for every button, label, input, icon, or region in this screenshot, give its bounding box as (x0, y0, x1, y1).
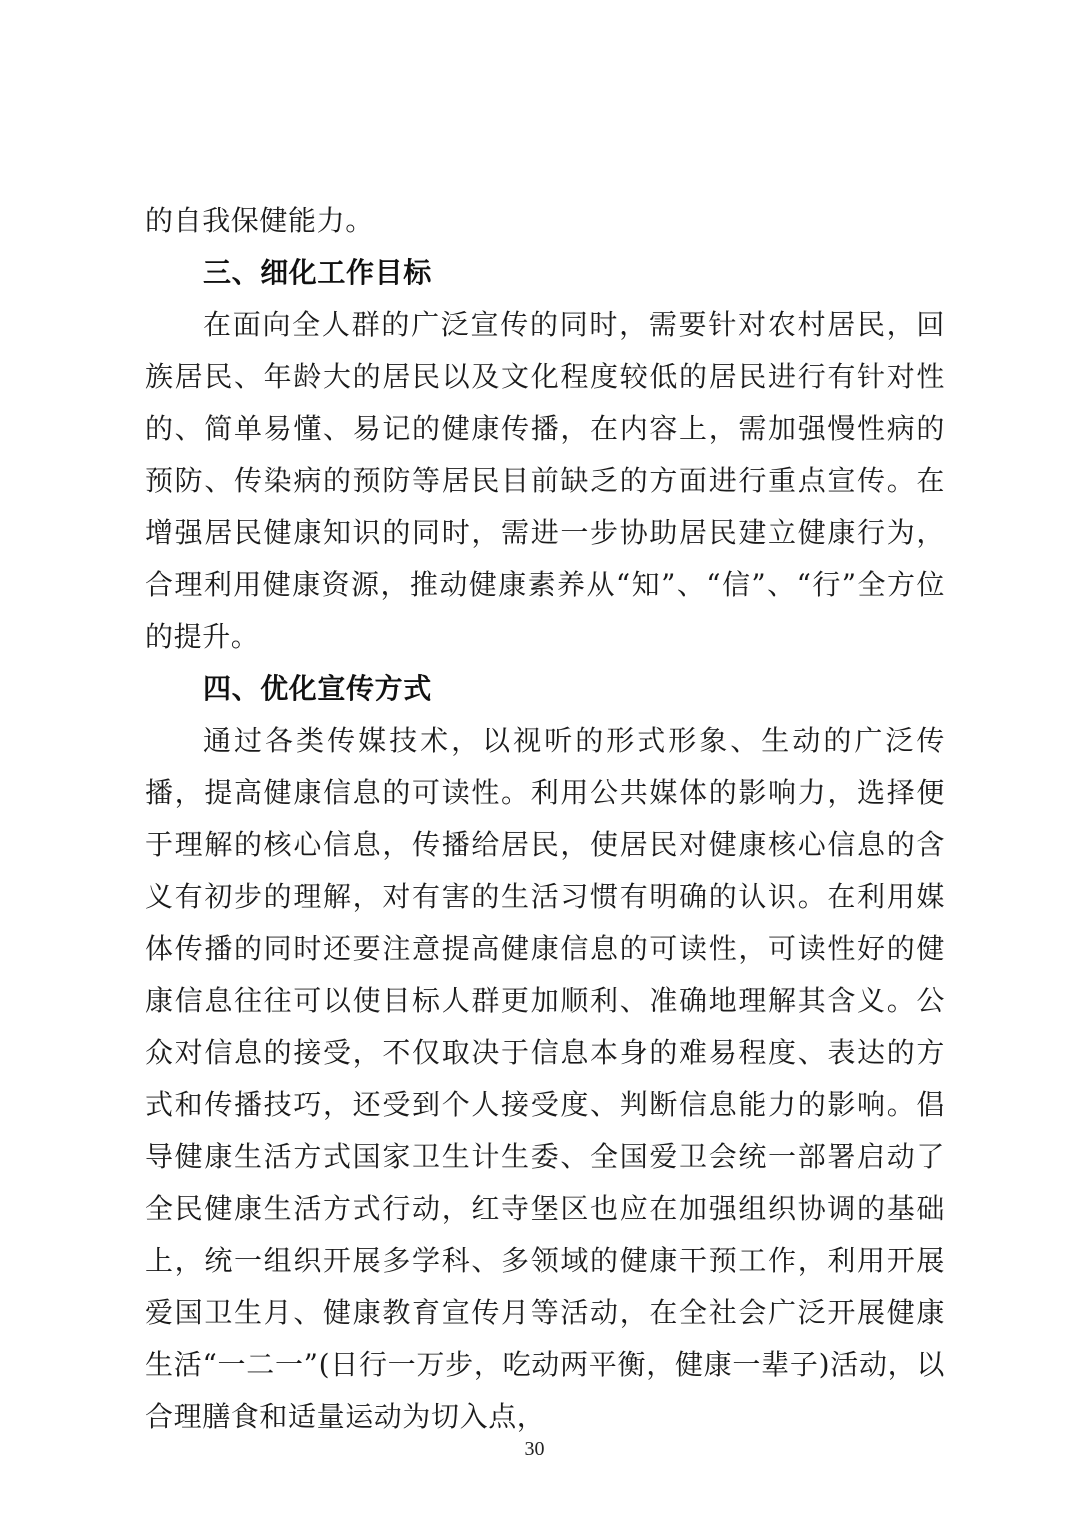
paragraph-publicity-methods: 通过各类传媒技术，以视听的形式形象、生动的广泛传播，提高健康信息的可读性。利用公共媒体的影响力，选择便于理解的核心信息，传播给居民，使居民对健康核心信息的含义有初步的理解，对有害的生活习惯有明确的认识。在利用媒体传播的同时还要注意提高健康信息的可读性，可读性好的健康信息往往可以使目标人群更加顺利、准确地理解其含义。公众对信息的接受，不仅取决于信息本身的难易程度、表达的方式和传播技巧，还受到个人接受度、判断信息能力的影响。倡导健康生活方式国家卫生计生委、全国爱卫会统一部署启动了全民健康生活方式行动，红寺堡区也应在加强组织协调的基础上，统一组织开展多学科、多领域的健康干预工作，利用开展爱国卫生月、健康教育宣传月等活动，在全社会广泛开展健康生活“一二一”(日行一万步，吃动两平衡，健康一辈子)活动，以合理膳食和适量运动为切入点， (145, 724, 945, 1433)
document-body (145, 195, 945, 1443)
page-number: 30 (524, 1438, 545, 1460)
section-heading-4: 四、优化宣传方式 (203, 672, 432, 705)
paragraph-work-goals: 在面向全人群的广泛宣传的同时，需要针对农村居民，回族居民、年龄大的居民以及文化程度较低的居民进行有针对性的、简单易懂、易记的健康传播，在内容上，需加强慢性病的预防、传染病的预防等居民目前缺乏的方面进行重点宣传。在增强居民健康知识的同时，需进一步协助居民建立健康行为，合理利用健康资源，推动健康素养从“知”、“信”、“行”全方位的提升。 (145, 308, 945, 653)
section-heading-3: 三、细化工作目标 (203, 256, 432, 289)
paragraph-continuation: 的自我保健能力。 (145, 204, 374, 237)
